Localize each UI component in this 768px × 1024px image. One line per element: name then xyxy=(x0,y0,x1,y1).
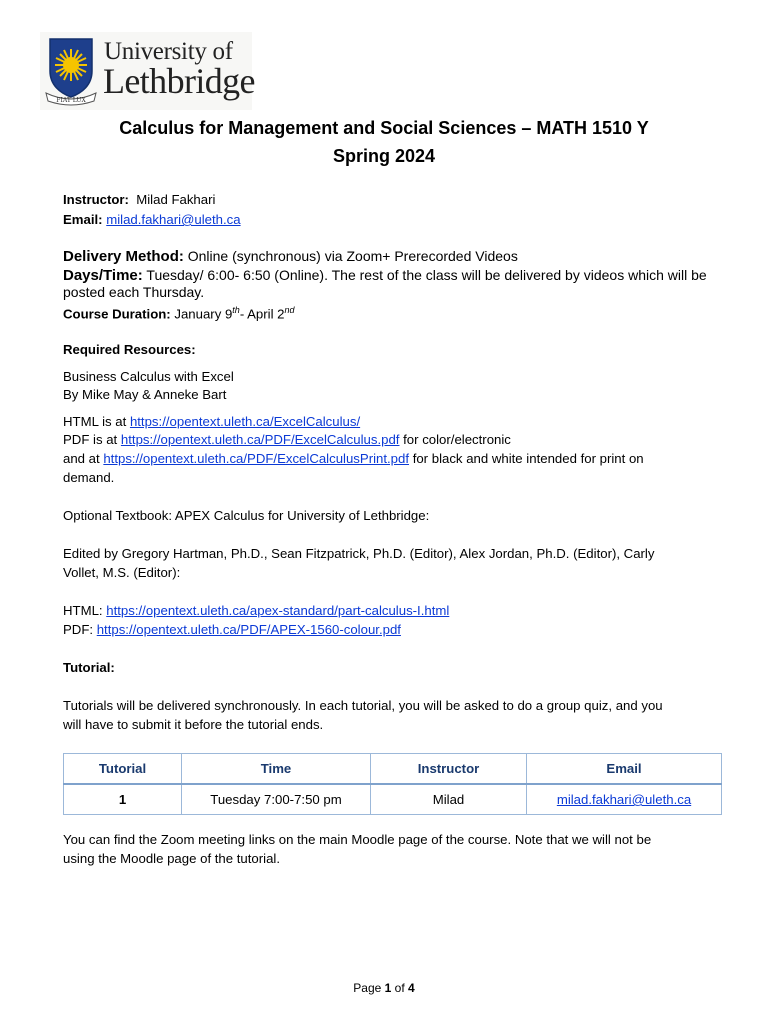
duration-label: Course Duration: xyxy=(63,306,171,322)
th-email: Email xyxy=(527,754,722,785)
cell-instructor: Milad xyxy=(371,784,527,815)
tutorial-desc2: will have to submit it before the tutorial ends. xyxy=(63,717,324,732)
instructor-label: Instructor: xyxy=(63,192,129,207)
email-label: Email: xyxy=(63,212,103,227)
book-title: Business Calculus with Excel xyxy=(63,369,234,384)
pdf-link[interactable]: https://opentext.uleth.ca/PDF/ExcelCalculus.pdf xyxy=(120,432,400,447)
footer-of-word: of xyxy=(394,981,405,995)
shield-crest-icon xyxy=(42,35,100,107)
delivery-line xyxy=(63,247,518,266)
tutorial-table xyxy=(63,753,722,815)
instructor-line xyxy=(63,190,215,209)
pdf-prefix: PDF is at xyxy=(63,432,118,447)
apex-html-link[interactable]: https://opentext.uleth.ca/apex-standard/part-calculus-I.html xyxy=(106,603,450,618)
duration-line xyxy=(63,301,295,323)
th-tutorial: Tutorial xyxy=(64,754,182,785)
html-prefix: HTML is at xyxy=(63,414,127,429)
zoom-note1: You can find the Zoom meeting links on the main Moodle page of the course. Note that we will not be xyxy=(63,832,652,847)
delivery-label: Delivery Method: xyxy=(63,248,184,265)
tutorial-heading-text: Tutorial: xyxy=(63,660,115,675)
table-row xyxy=(64,784,722,815)
course-title: Calculus for Management and Social Sciences – MATH 1510 Y xyxy=(119,118,649,138)
editors-line2: Vollet, M.S. (Editor): xyxy=(63,565,181,580)
print-line2: demand. xyxy=(63,470,115,485)
logo-text-line2: Lethbridge xyxy=(103,61,255,101)
apex-pdf-link[interactable]: https://opentext.uleth.ca/PDF/APEX-1560-colour.pdf xyxy=(96,622,401,637)
cell-email xyxy=(527,784,722,815)
logo-text-line1: University of xyxy=(104,38,233,65)
instructor-email-link[interactable]: milad.fakhari@uleth.ca xyxy=(106,212,241,227)
days-time-line2: posted each Thursday. xyxy=(63,284,205,300)
pdf-suffix: for color/electronic xyxy=(403,432,511,447)
delivery-value: Online (synchronous) via Zoom+ Prerecorded Videos xyxy=(187,248,518,264)
apex-html-label: HTML: xyxy=(63,603,103,618)
table-header-row xyxy=(64,754,722,785)
duration-end-sup: nd xyxy=(284,305,295,315)
tutorial-desc1: Tutorials will be delivered synchronously. In each tutorial, you will be asked to do a group quiz, and you xyxy=(63,698,663,713)
course-term: Spring 2024 xyxy=(332,146,436,166)
pdf-line xyxy=(63,430,511,449)
tutorial-email-link[interactable]: milad.fakhari@uleth.ca xyxy=(556,792,692,807)
tutorial-heading xyxy=(63,658,115,677)
resources-heading xyxy=(63,340,196,359)
footer-page-word: Page xyxy=(353,981,382,995)
duration-start-sup: th xyxy=(232,305,240,315)
svg-text:FIAT LUX: FIAT LUX xyxy=(56,97,86,104)
footer-page-num: 1 xyxy=(384,981,392,995)
th-time: Time xyxy=(182,754,371,785)
editors-line1: Edited by Gregory Hartman, Ph.D., Sean Fitzpatrick, Ph.D. (Editor), Alex Jordan, Ph.D. (Editor), Carly xyxy=(63,546,655,561)
cell-tutorial: 1 xyxy=(64,784,182,815)
duration-end: - April 2 xyxy=(239,306,285,322)
instructor-name: Milad Fakhari xyxy=(136,192,216,207)
optional-textbook: Optional Textbook: APEX Calculus for University of Lethbridge: xyxy=(63,508,430,523)
footer-page-total: 4 xyxy=(408,981,415,995)
page-footer xyxy=(0,981,768,995)
apex-html-line xyxy=(63,601,449,620)
th-instructor: Instructor xyxy=(371,754,527,785)
apex-pdf-label: PDF: xyxy=(63,622,94,637)
html-link[interactable]: https://opentext.uleth.ca/ExcelCalculus/ xyxy=(129,414,361,429)
cell-time: Tuesday 7:00-7:50 pm xyxy=(182,784,371,815)
duration-start: January 9 xyxy=(174,306,233,322)
print-pdf-link[interactable]: https://opentext.uleth.ca/PDF/ExcelCalculusPrint.pdf xyxy=(103,451,410,466)
print-suffix: for black and white intended for print on xyxy=(412,451,644,466)
print-prefix: and at xyxy=(63,451,100,466)
book-authors: By Mike May & Anneke Bart xyxy=(63,387,227,402)
email-line xyxy=(63,210,241,229)
apex-pdf-line xyxy=(63,620,401,639)
zoom-note2: using the Moodle page of the tutorial. xyxy=(63,851,281,866)
days-time-value: Tuesday/ 6:00- 6:50 (Online). The rest of the class will be delivered by videos which will be xyxy=(146,267,707,283)
resources-heading-text: Required Resources: xyxy=(63,342,196,357)
print-line xyxy=(63,449,644,468)
html-line xyxy=(63,412,360,431)
days-time-label: Days/Time: xyxy=(63,267,143,284)
